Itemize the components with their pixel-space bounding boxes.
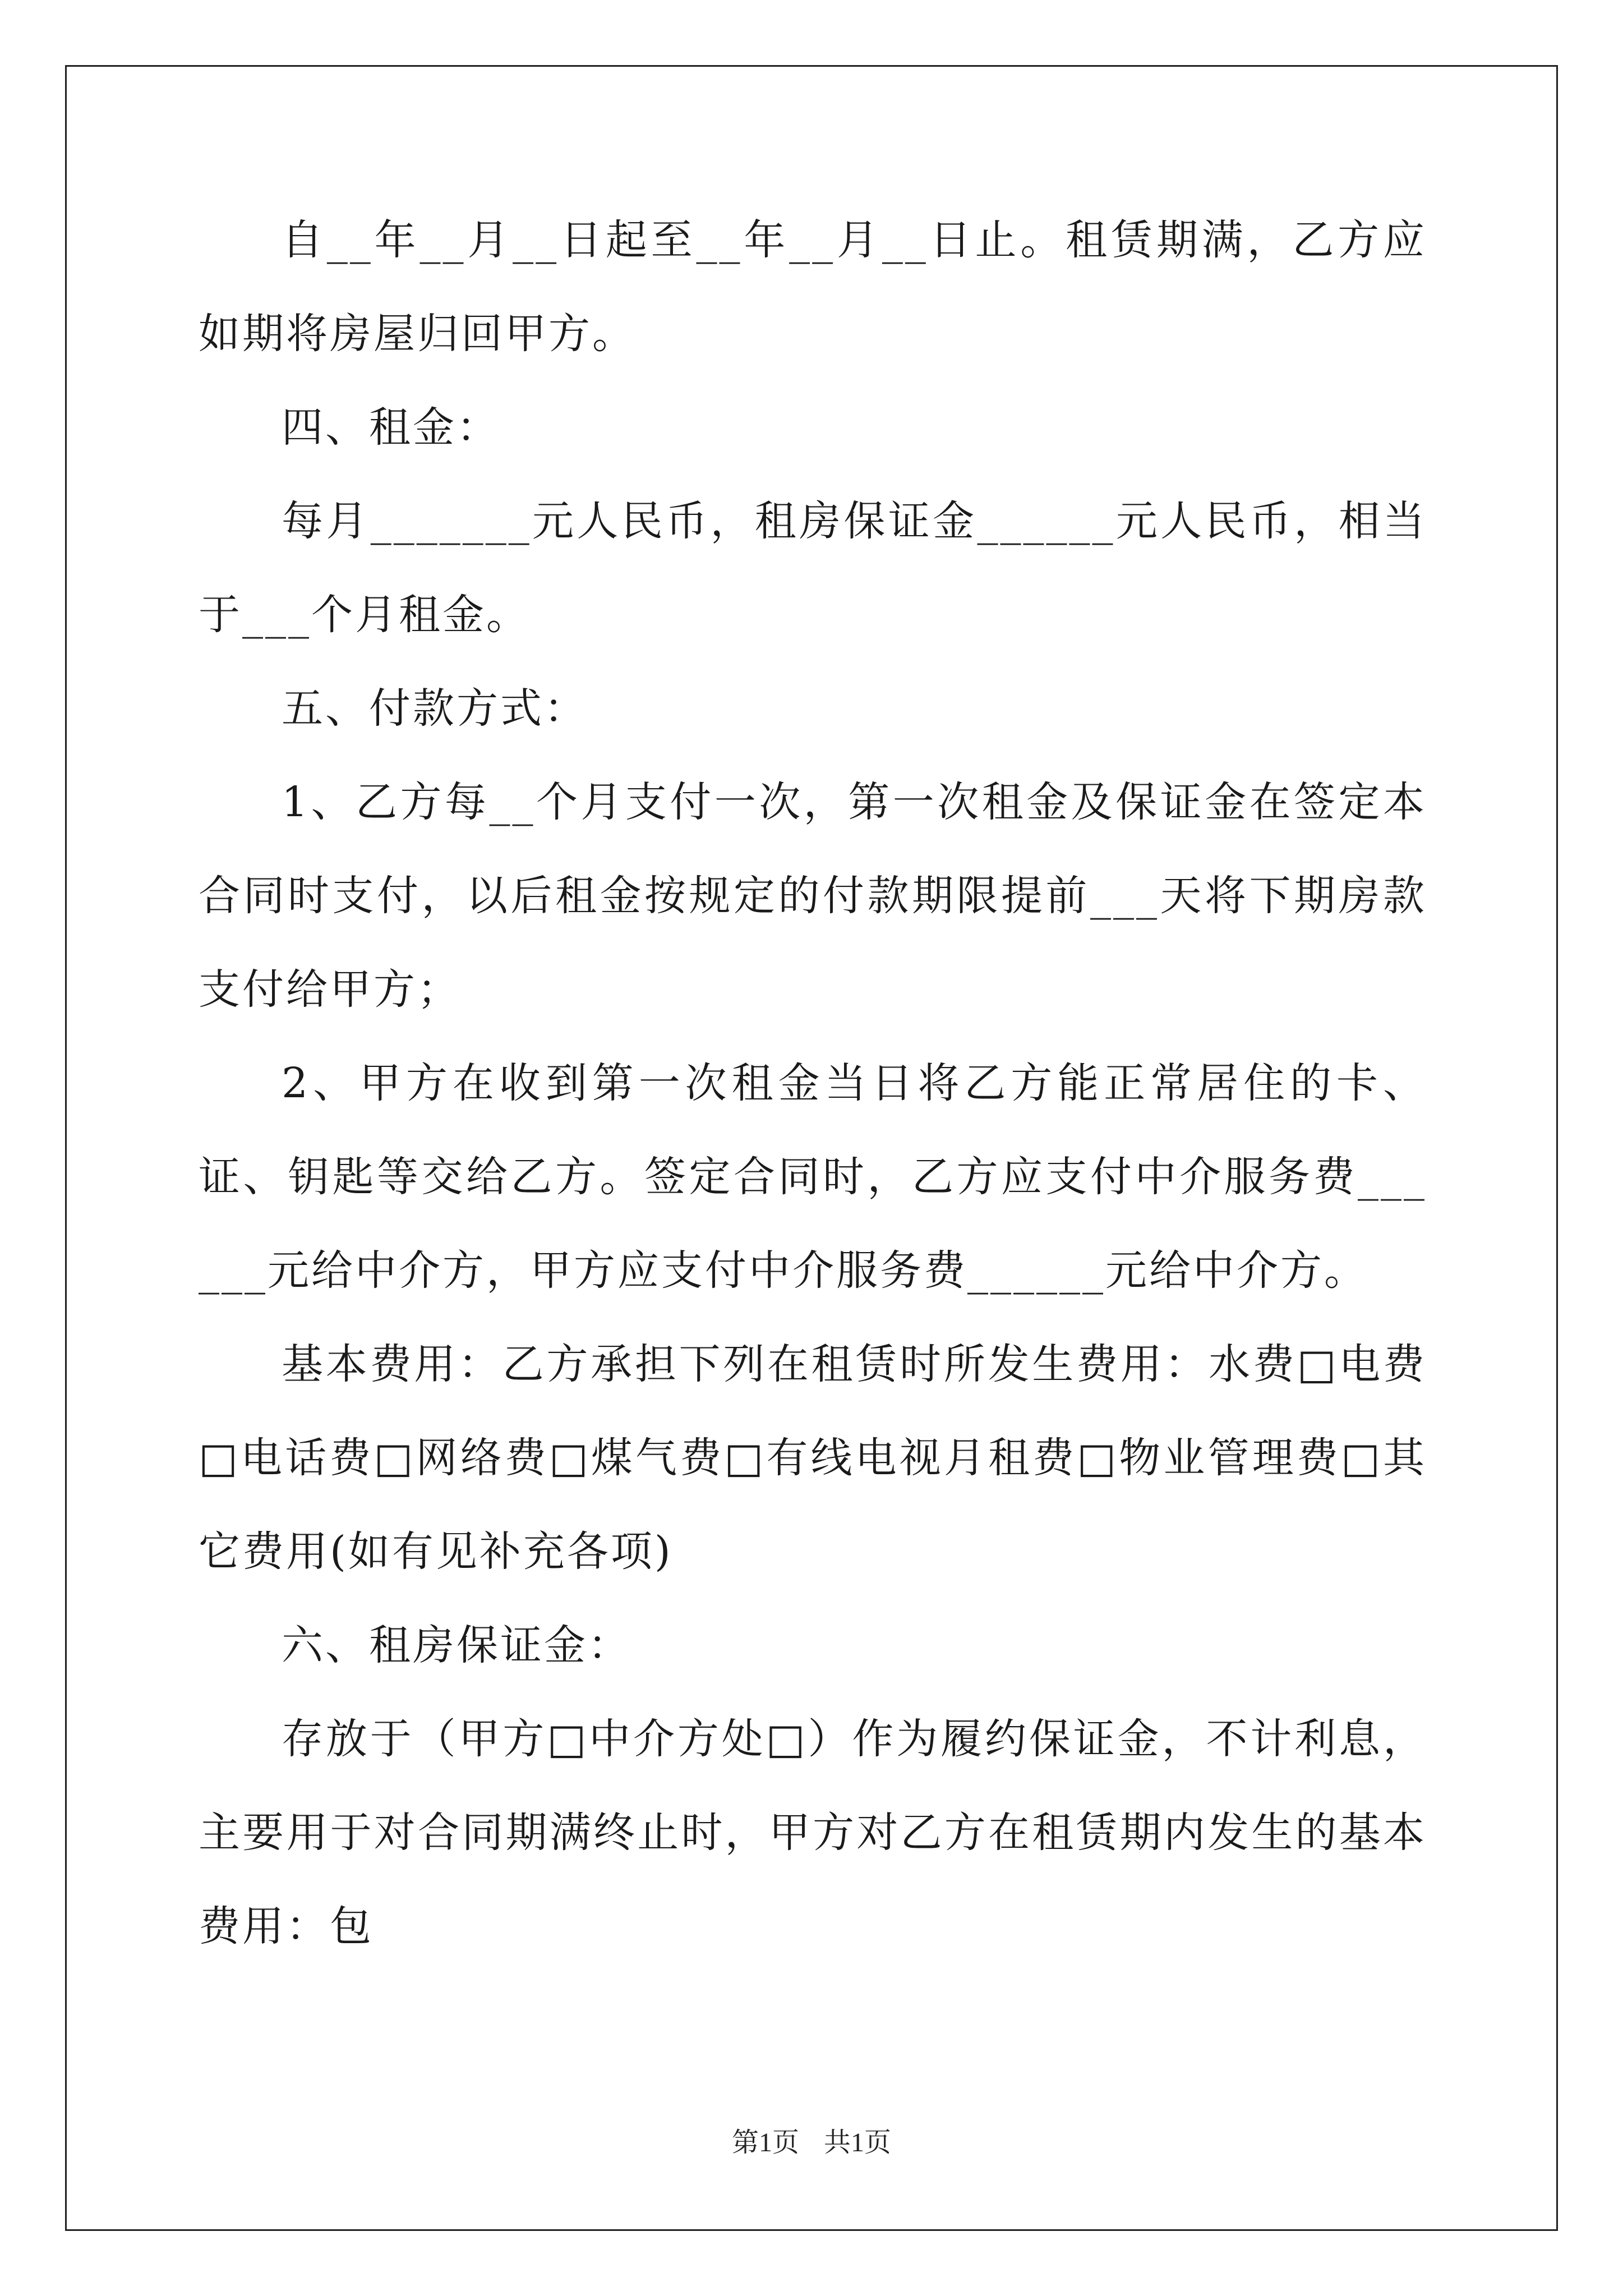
page-total: 共1页 <box>824 2128 892 2157</box>
document-body <box>199 194 1427 1973</box>
paragraph-payment-2: 2、甲方在收到第一次租金当日将乙方能正常居住的卡、证、钥匙等交给乙方。签定合同时，乙方应支付中介服务费______元给中介方，甲方应支付中介服务费______元给中介方。 <box>199 1059 1427 1295</box>
paragraph-lease-term: 自__年__月__日起至__年__月__日止。租赁期满，乙方应如期将房屋归回甲方。 <box>199 216 1427 358</box>
heading-rent: 四、租金： <box>282 403 500 452</box>
page-footer <box>0 2120 1623 2159</box>
paragraph-basic-fees: 基本费用：乙方承担下列在租赁时所发生费用：水费□电费□电话费□网络费□煤气费□有线电视月租费□物业管理费□其它费用(如有见补充各项) <box>199 1340 1427 1576</box>
heading-deposit: 六、租房保证金： <box>282 1621 631 1669</box>
page-number: 第1页 <box>731 2128 799 2157</box>
heading-payment-method: 五、付款方式： <box>282 684 588 733</box>
paragraph-payment-1: 1、乙方每__个月支付一次，第一次租金及保证金在签定本合同时支付，以后租金按规定的付款期限提前___天将下期房款支付给甲方； <box>199 778 1427 1014</box>
paragraph-deposit: 存放于（甲方□中介方处□）作为履约保证金，不计利息，主要用于对合同期满终止时，甲方对乙方在租赁期内发生的基本费用：包 <box>199 1715 1427 1950</box>
paragraph-rent-amount: 每月_______元人民币，租房保证金______元人民币，相当于___个月租金。 <box>199 497 1427 639</box>
